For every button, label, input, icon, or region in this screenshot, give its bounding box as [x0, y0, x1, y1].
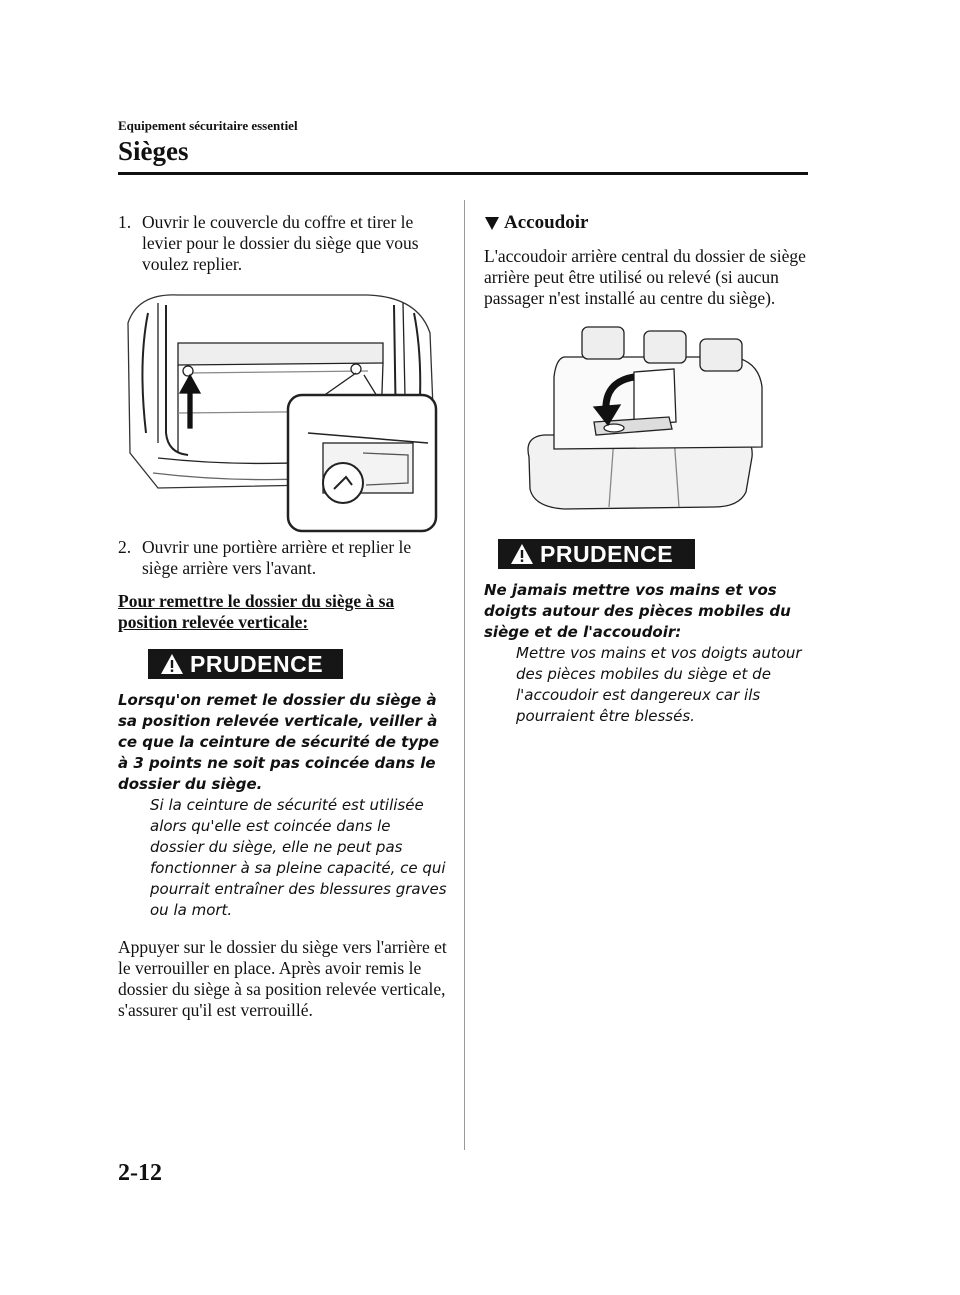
page-number: 2-12 — [118, 1160, 162, 1186]
section-kicker: Equipement sécuritaire essentiel — [118, 118, 298, 133]
caution-lead: Ne jamais mettre vos mains et vos doigts autour des pièces mobiles du siège et de l'accoudoir: — [484, 581, 791, 641]
caution-badge — [148, 649, 343, 679]
right-column — [484, 212, 808, 727]
caution-body: Si la ceinture de sécurité est utilisée alors qu'elle est coincée dans le dossier du siège, elle ne peut pas fonctionner à sa pleine capacité, ce qui pourrait entraîner des blessures graves ou la mort. — [150, 796, 447, 919]
armrest-figure — [484, 317, 808, 527]
column-divider — [464, 200, 465, 1150]
section-heading — [484, 212, 808, 234]
trunk-lever-figure — [118, 283, 448, 533]
caution-badge-label: PRUDENCE — [540, 540, 674, 567]
step-text: Ouvrir une portière arrière et replier le siège arrière vers l'avant. — [142, 537, 412, 578]
intro-paragraph: L'accoudoir arrière central du dossier de siège arrière peut être utilisé ou relevé (si aucun passager n'est installé au centre du siège). — [484, 246, 806, 308]
left-column — [118, 212, 448, 1021]
caution-body: Mettre vos mains et vos doigts autour des pièces mobiles du siège et de l'accoudoir est dangereux car ils pourraient être blessés. — [516, 644, 802, 725]
warning-icon — [160, 653, 184, 675]
step-1 — [118, 212, 448, 275]
caution-badge — [498, 539, 695, 569]
caution-lead: Lorsqu'on remet le dossier du siège à sa position relevée verticale, veiller à ce que la ceinture de sécurité de type à 3 points ne soit pas coincée dans le dossier du siège. — [118, 691, 440, 793]
step-number: 1. — [118, 212, 132, 232]
header-rule — [118, 172, 808, 175]
step-number: 2. — [118, 537, 132, 557]
page-title: Sièges — [118, 136, 189, 166]
warning-icon — [510, 543, 534, 565]
triangle-down-icon — [484, 215, 500, 231]
step-text: Ouvrir le couvercle du coffre et tirer le levier pour le dossier du siège que vous voulez replier. — [142, 212, 419, 274]
caution-badge-label: PRUDENCE — [190, 650, 324, 677]
section-heading-text: Accoudoir — [504, 212, 589, 233]
paragraph: Appuyer sur le dossier du siège vers l'arrière et le verrouiller en place. Après avoir remis le dossier du siège à sa position relevée verticale, s'assurer qu'il est verrouillé. — [118, 937, 447, 1020]
step-2 — [118, 537, 448, 579]
subheading: Pour remettre le dossier du siège à sa position relevée verticale: — [118, 591, 395, 632]
